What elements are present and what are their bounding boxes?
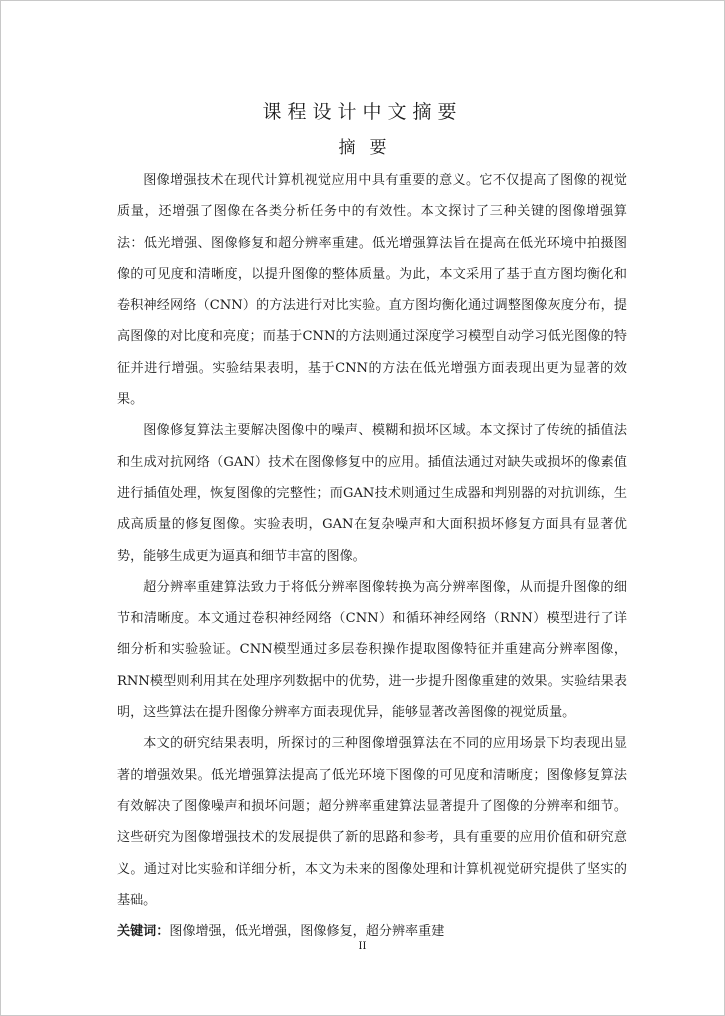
page-number: II [358,941,367,952]
abstract-paragraph-2: 图像修复算法主要解决图像中的噪声、模糊和损坏区域。本文探讨了传统的插值法和生成对抗网络（GAN）技术在图像修复中的应用。插值法通过对缺失或损坏的像素值进行插值处理，恢复图像的完整性；而GAN技术则通过生成器和判别器的对抗训练，生成高质量的修复图像。实验表明，GAN在复杂噪声和大面积损坏修复方面具有显著优势，能够生成更为逼真和细节丰富的图像。 [117,423,627,564]
abstract-paragraph-1: 图像增强技术在现代计算机视觉应用中具有重要的意义。它不仅提高了图像的视觉质量，还增强了图像在各类分析任务中的有效性。本文探讨了三种关键的图像增强算法：低光增强、图像修复和超分辨率重建。低光增强算法旨在提高在低光环境中拍摄图像的可见度和清晰度，以提升图像的整体质量。为此，本文采用了基于直方图均衡化和卷积神经网络（CNN）的方法进行对比实验。直方图均衡化通过调整图像灰度分布，提高图像的对比度和亮度；而基于CNN的方法则通过深度学习模型自动学习低光图像的特征并进行增强。实验结果表明，基于CNN的方法在低光增强方面表现出更为显著的效果。 [117,173,627,408]
abstract-paragraph-4: 本文的研究结果表明，所探讨的三种图像增强算法在不同的应用场景下均表现出显著的增强效果。低光增强算法提高了低光环境下图像的可见度和清晰度；图像修复算法有效解决了图像噪声和损坏问题；超分辨率重建算法显著提升了图像的分辨率和细节。这些研究为图像增强技术的发展提供了新的思路和参考，具有重要的应用价值和研究意义。通过对比实验和详细分析，本文为未来的图像处理和计算机视觉研究提供了坚实的基础。 [117,736,627,908]
abstract-heading: 摘要 [338,138,401,158]
keywords-label: 关键词： [117,924,170,940]
abstract-body [117,165,627,947]
document-title: 课程设计中文摘要 [262,101,463,123]
abstract-paragraph-3: 超分辨率重建算法致力于将低分辨率图像转换为高分辨率图像，从而提升图像的细节和清晰度。本文通过卷积神经网络（CNN）和循环神经网络（RNN）模型进行了详细分析和实验验证。CNN模型通过多层卷积操作提取图像特征并重建高分辨率图像，RNN模型则利用其在处理序列数据中的优势，进一步提升图像重建的效果。实验结果表明，这些算法在提升图像分辨率方面表现优异，能够显著改善图像的视觉质量。 [117,579,627,721]
keywords-text: 图像增强，低光增强，图像修复，超分辨率重建 [169,924,445,940]
